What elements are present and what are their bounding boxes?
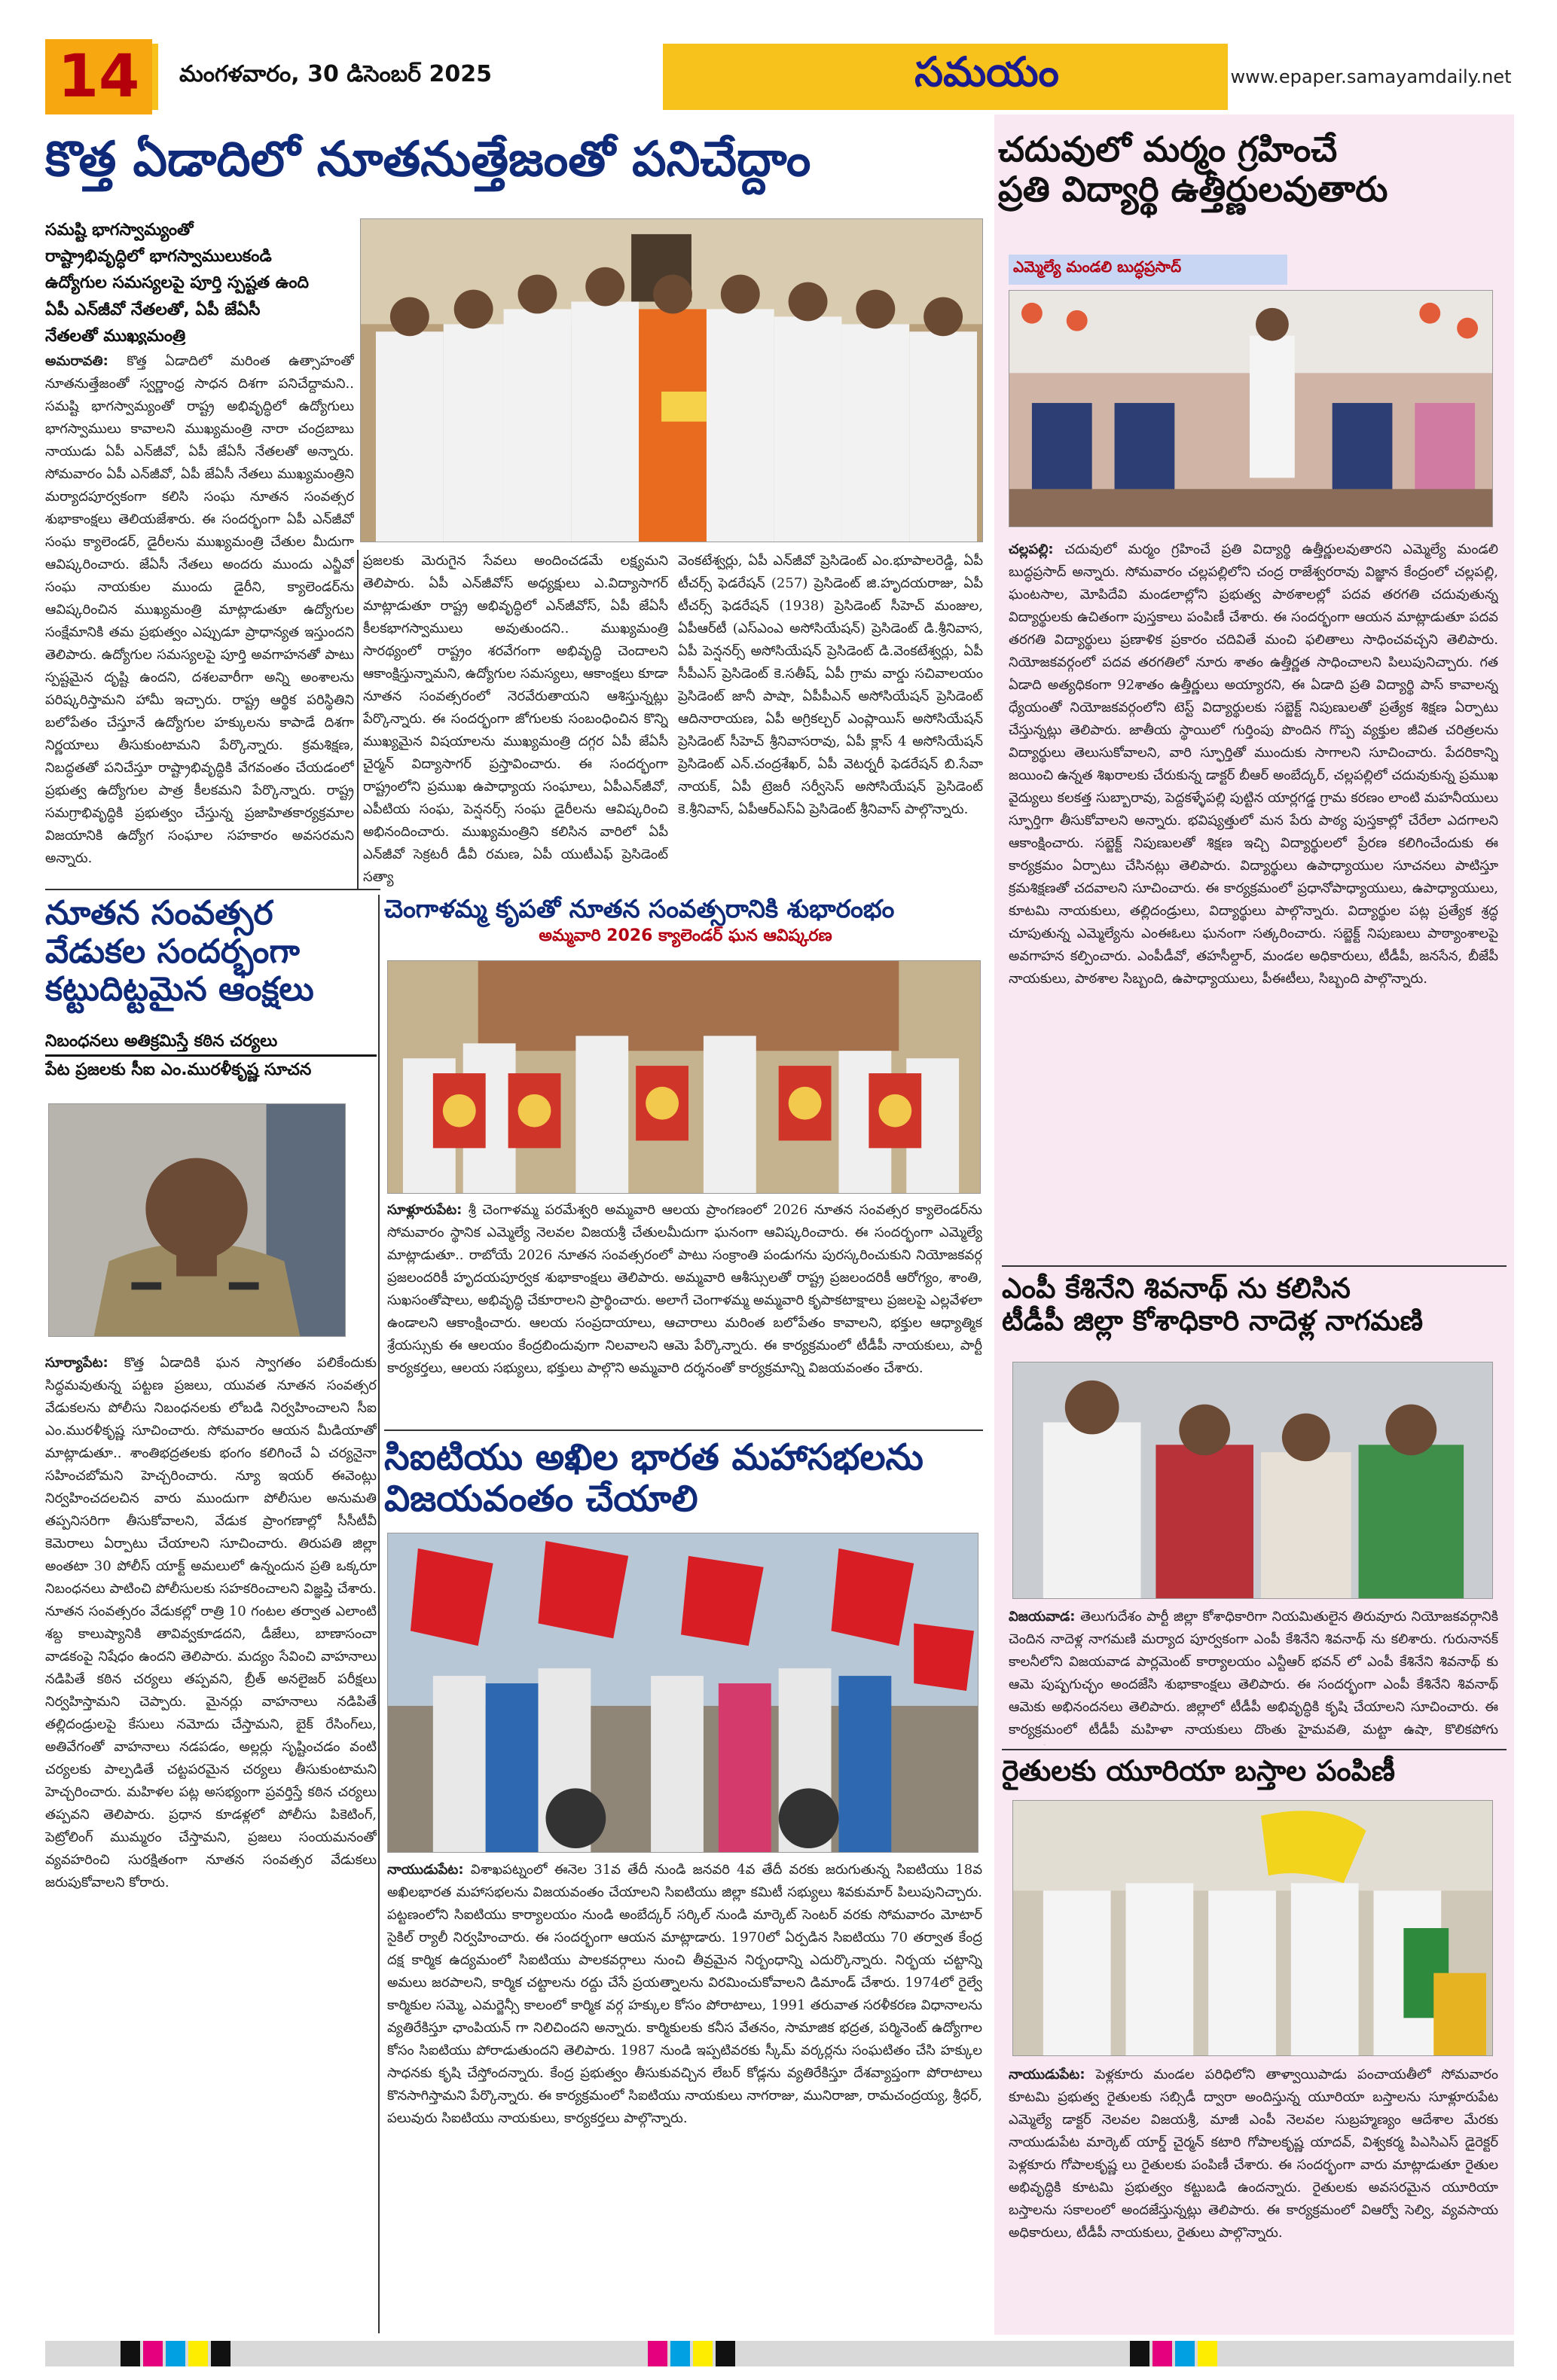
main-subhead-1: సమష్టి భాగస్వామ్యంతో bbox=[45, 221, 194, 240]
newyear-dateline: సూర్యాపేట: bbox=[45, 1355, 108, 1371]
tdp-headline-1: ఎంపీ కేశినేని శివనాథ్ ను కలిసిన bbox=[1002, 1273, 1351, 1304]
issue-date: మంగళవారం, 30 డిసెంబర్ 2025 bbox=[158, 44, 663, 110]
newyear-headline-3: కట్టుదిట్టమైన ఆంక్షలు bbox=[45, 970, 314, 1009]
changalamma-headline-block bbox=[384, 895, 987, 955]
education-subhead: ఎమ్మెల్యే మండలి బుద్ధప్రసాద్ bbox=[1013, 258, 1182, 276]
urea-body-text: పెళ్లకూరు మండల పరిధిలోని తాళ్వాయిపాడు పంచాయతీలో సోమవారం కూటమి ప్రభుత్వ రైతులకు సబ్సిడీ ద్వారా అందిస్తున్న యూరియా బస్తాలను సూళ్లూరుపేట ఎమ్మెల్యే డాక్టర్ నెలవల విజయశ్రీ, మాజీ ఎంపీ నెలవల సుబ్రహ్మణ్యం ఆదేశాల మేరకు నాయుడుపేట మార్కెట్ యార్డ్ చైర్మన్ కటారి గోపాలకృష్ణ యాదవ్, విశ్వకర్మ పిఎసిఎస్ డైరెక్టర్ పెళ్లకూరు గోపాలకృష్ణ లు రైతులకు పంపిణీ చేశారు. ఈ సందర్భంగా వారు మాట్లాడుతూ రైతుల అభివృద్ధికి కూటమి ప్రభుత్వం కట్టుబడి ఉందన్నారు. రైతులకు అవసరమైన యూరియా బస్తాలను సకాలంలో అందజేస్తున్నట్లు తెలిపారు. ఈ కార్యక్రమంలో విఆర్వో సెల్వి, వ్యవసాయ అధికారులు, టీడీపీ నాయకులు, రైతులు పాల్గొన్నారు. bbox=[1009, 2067, 1498, 2241]
color-swatch bbox=[1175, 2341, 1195, 2366]
main-subhead-5: నేతలతో ముఖ్యమంత్రి bbox=[45, 326, 186, 345]
color-swatch bbox=[1130, 2341, 1149, 2366]
urea-headline: రైతులకు యూరియా బస్తాల పంపిణీ bbox=[1002, 1755, 1396, 1787]
education-dateline: చల్లపల్లి: bbox=[1009, 542, 1054, 557]
masthead-logo: సమయం bbox=[914, 47, 1059, 96]
color-swatch bbox=[121, 2341, 140, 2366]
section-divider bbox=[1002, 1749, 1507, 1750]
section-divider bbox=[45, 889, 380, 890]
tdp-body bbox=[1009, 1606, 1498, 1745]
education-body bbox=[1009, 539, 1498, 1262]
page-number: 14 bbox=[45, 39, 152, 114]
main-photo-cm-meeting bbox=[360, 218, 983, 542]
color-swatch bbox=[693, 2341, 713, 2366]
tdp-headline-block bbox=[1002, 1273, 1510, 1356]
tdp-body-text: తెలుగుదేశం పార్టీ జిల్లా కోశాధికారిగా నియమితులైన తిరువూరు నియోజకవర్గానికి చెందిన నాదెళ్ల నాగమణి మర్యాద పూర్వకంగా ఎంపీ కేశినేని శివనాథ్ ను కలిశారు. గురునానక్ కాలనీలోని విజయవాడ పార్లమెంట్ కార్యాలయం ఎన్టీఆర్ భవన్ లో ఎంపీ కేశినేని శివనాథ్ కు ఆమె పుష్పగుచ్ఛం అందజేసి శుభాకాంక్షలు తెలిపారు. ఈ సందర్భంగా ఎంపీ కేశినేని శివనాథ్ ఆమెకు అభినందనలు తెలిపారు. జిల్లాలో టీడీపీ అభివృద్ధికి కృషి చేయాలని సూచించారు. ఈ కార్యక్రమంలో టీడీపీ మహిళా నాయకులు దొంతు హైమవతి, మట్టా ఉషా, కొలికపోగు bbox=[1009, 1609, 1498, 1738]
color-swatch bbox=[670, 2341, 690, 2366]
section-divider bbox=[384, 1430, 983, 1431]
newyear-headline-1: నూతన సంవత్సర bbox=[45, 895, 273, 932]
main-subheads bbox=[45, 217, 354, 345]
newyear-subheads bbox=[45, 1028, 377, 1088]
changalamma-dateline: సూళ్లూరుపేట: bbox=[387, 1202, 463, 1218]
main-subhead-3: ఉద్యోగుల సమస్యలపై పూర్తి స్పష్టత ఉంది bbox=[45, 273, 310, 293]
education-headline-2: ప్రతి విద్యార్థి ఉత్తీర్ణులవుతారు bbox=[998, 168, 1388, 209]
education-headline-block bbox=[998, 130, 1510, 254]
citu-body-text: విశాఖపట్నంలో ఈనెల 31వ తేదీ నుండి జనవరి 4వ తేదీ వరకు జరుగుతున్న సిఐటియు 18వ అఖిలభారత మహాసభలను విజయవంతం చేయాలని సిఐటియు జిల్లా కమిటీ సభ్యులు శివకుమార్ పిలుపునిచ్చారు. పట్టణంలోని సిఐటియు కార్యాలయం నుండి అంబేద్కర్ సర్కిల్ నుండి మార్కెట్ సెంటర్ వరకు సోమవారం మోటార్ సైకిల్ ర్యాలీ నిర్వహించారు. ఈ సందర్భంగా ఆయన మాట్లాడారు. 1970లో ఏర్పడిన సిఐటియు 70 తర్వాత కేంద్ర దక్ష కార్మిక ఉద్యమంలో సిఐటియు పాలకవర్గాలు నుంచి తీవ్రమైన నిర్బంధాన్ని ఎదుర్కొన్నారు. నిర్భయ చట్టాన్ని అమలు జరపాలని, కార్మిక చట్టాలను రద్దు చేసే ప్రయత్నాలను విరమించుకోవాలని డిమాండ్ చేశారు. 1974లో రైల్వే కార్మికుల సమ్మె, ఎమర్జెన్సీ కాలంలో కార్మిక వర్గ హక్కుల కోసం పోరాటాలు, 1991 తరువాత సరళీకరణ విధానాలను వ్యతిరేకిస్తూ ఛాంపియన్ గా నిలిచిందని అన్నారు. కార్మికులకు కనీస వేతనం, సామాజిక భద్రత, పర్మినెంట్ ఉద్యోగాల కోసం సిఐటియు పోరాడుతుందని తెలిపారు. 1987 నుండి ఇప్పటివరకు స్కీమ్ వర్కర్లను సంఘటితం చేసి హక్కుల సాధనకు కృషి చేస్తోందన్నారు. కేంద్ర ప్రభుత్వం తీసుకువచ్చిన లేబర్ కోడ్లను వ్యతిరేకిస్తూ దేశవ్యాప్తంగా పోరాటాలు కొనసాగిస్తామని పేర్కొన్నారు. ఈ కార్యక్రమంలో సిఐటియు నాయకులు నాగరాజు, మునిరాజా, రామచంద్రయ్య, శ్రీధర్, పలువురు సిఐటియు నాయకులు, కార్యకర్తలు పాల్గొన్నారు. bbox=[387, 1862, 982, 2126]
newyear-headline-2: వేడుకల సందర్భంగా bbox=[45, 932, 300, 971]
newyear-body-text: కొత్త ఏడాదికి ఘన స్వాగతం పలికేందుకు సిద్ధమవుతున్న పట్టణ ప్రజలు, యువత నూతన సంవత్సర వేడుకలను పోలీసు నిబంధనలకు లోబడి నిర్వహించాలని సీఐ ఎం.మురళీకృష్ణ సూచించారు. సోమవారం ఆయన మీడియాతో మాట్లాడుతూ.. శాంతిభద్రతలకు భంగం కలిగించే ఏ చర్యనైనా సహించబోమని హెచ్చరించారు. న్యూ ఇయర్ ఈవెంట్లు నిర్వహించదలచిన వారు ముందుగా పోలీసుల అనుమతి తప్పనిసరిగా తీసుకోవాలని, వేడుక ప్రాంగణాల్లో సీసీటీవీ కెమెరాలు ఏర్పాటు చేయాలని సూచించారు. తిరుపతి జిల్లా అంతటా 30 పోలీస్ యాక్ట్ అమలులో ఉన్నందున ప్రతి ఒక్కరూ నిబంధనలు పాటించి పోలీసులకు సహకరించాలని విజ్ఞప్తి చేశారు. నూతన సంవత్సరం వేడుకల్లో రాత్రి 10 గంటల తర్వాత ఎలాంటి శబ్ద కాలుష్యానికి తావివ్వకూడదని, డీజేలు, బాణాసంచా వాడకంపై నిషేధం ఉందని తెలిపారు. మద్యం సేవించి వాహనాలు నడిపితే కఠిన చర్యలు తప్పవని, బ్రీత్ అనలైజర్ పరీక్షలు నిర్వహిస్తామని చెప్పారు. మైనర్లు వాహనాలు నడిపితే తల్లిదండ్రులపై కేసులు నమోదు చేస్తామని, బైక్ రేసింగ్‌లు, అతివేగంతో వాహనాలు నడపడం, అల్లర్లు సృష్టించడం వంటి చర్యలకు పాల్పడితే చట్టపరమైన చర్యలు తీసుకుంటామని హెచ్చరించారు. మహిళల పట్ల అసభ్యంగా ప్రవర్తిస్తే కఠిన చర్యలు తప్పవని తెలిపారు. ప్రధాన కూడళ్లలో పోలీసు పికెటింగ్, పెట్రోలింగ్ ముమ్మరం చేస్తామని, ప్రజలు సంయమనంతో వ్యవహరించి సురక్షితంగా నూతన సంవత్సర వేడుకలు జరుపుకోవాలని కోరారు. bbox=[45, 1355, 377, 1890]
color-swatch bbox=[1152, 2341, 1172, 2366]
main-subhead-2: రాష్ట్రాభివృద్ధిలో భాగస్వాములుకండి bbox=[45, 247, 272, 267]
main-body-col2 bbox=[363, 550, 668, 889]
main-body-col3 bbox=[678, 550, 983, 889]
urea-dateline: నాయుడుపేట: bbox=[1009, 2067, 1085, 2082]
epaper-url[interactable]: www.epaper.samayamdaily.net bbox=[1228, 44, 1514, 110]
color-swatch bbox=[143, 2341, 163, 2366]
main-subhead-4: ఏపీ ఎన్‌జీవో నేతలతో, ఏపీ జేఏసీ bbox=[45, 300, 261, 319]
color-swatch bbox=[211, 2341, 230, 2366]
main-dateline: అమరావతి: bbox=[45, 353, 108, 369]
education-photo-stage bbox=[1009, 290, 1493, 527]
changalamma-photo-calendar bbox=[387, 960, 981, 1194]
tdp-dateline: విజయవాడ: bbox=[1009, 1609, 1076, 1625]
citu-headline-2: విజయవంతం చేయాలి bbox=[384, 1478, 698, 1521]
main-headline: కొత్త ఏడాదిలో నూతనుత్తేజంతో పనిచేద్దాం bbox=[45, 133, 811, 188]
tdp-photo-meeting bbox=[1012, 1362, 1493, 1599]
citu-headline-1: సిఐటియు అఖిల భారత మహాసభలను bbox=[384, 1437, 924, 1478]
col-divider bbox=[357, 550, 359, 889]
citu-body bbox=[387, 1859, 982, 2335]
color-swatch bbox=[166, 2341, 185, 2366]
main-body-text-1: కొత్త ఏడాదిలో మరింత ఉత్సాహంతో నూతనుత్తేజంతో స్వర్ణాంధ్ర సాధన దిశగా పనిచేద్దామని.. సమష్టి భాగస్వామ్యంతో రాష్ట్ర అభివృద్ధిలో ఉద్యోగులు భాగస్వాములు కావాలని ముఖ్యమంత్రి నారా చంద్రబాబు నాయుడు ఏపీ ఎన్‌జీవో, ఏపీ జేఏసీ నేతలతో అన్నారు. సోమవారం ఏపీ ఎన్‌జీవో, ఏపీ జేఏసీ నేతలు ముఖ్యమంత్రిని మర్యాదపూర్వకంగా కలిసి సంఘ నూతన సంవత్సర శుభాకాంక్షలు తెలియజేశారు. ఈ సందర్భంగా ఏపీ ఎన్‌జీవో సంఘ క్యాలెండర్, డైరీలను ముఖ్యమంత్రి చేతుల మీదుగా ఆవిష్కరించారు. జేఏసీ నేతలు అందరు ముందు ఎన్జీవో సంఘ నాయకుల ముందు డైరీని, క్యాలెండర్‌ను ఆవిష్కరించిన ముఖ్యమంత్రి మాట్లాడుతూ ఉద్యోగుల సంక్షేమానికి తమ ప్రభుత్వం ఎప్పుడూ ప్రాధాన్యత ఇస్తుందని తెలిపారు. ఉద్యోగుల సమస్యలపై పూర్తి అవగాహనతో పాటు స్పష్టమైన దృష్టి ఉందని, దశలవారీగా అన్ని అంశాలను పరిష్కరిస్తామని హామీ ఇచ్చారు. రాష్ట్ర ఆర్థిక పరిస్థితిని బలోపేతం చేస్తూనే ఉద్యోగుల హక్కులను కాపాడే దిశగా నిర్ణయాలు తీసుకుంటామని పేర్కొన్నారు. క్రమశిక్షణ, నిబద్ధతతో పనిచేస్తూ రాష్ట్రాభివృద్ధికి వేగవంతం చేయడంలో ప్రభుత్వ ఉద్యోగుల పాత్ర కీలకమని పేర్కొన్నారు. రాష్ట్ర సమగ్రాభివృద్ధికి ప్రభుత్వం చేస్తున్న ప్రజాహితకార్యక్రమాల విజయానికి ఉద్యోగ సంఘాల సహకారం అవసరమని అన్నారు. bbox=[45, 353, 354, 866]
education-body-text: చదువులో మర్మం గ్రహించే ప్రతి విద్యార్థి ఉత్తీర్ణులవుతారని ఎమ్మెల్యే మండలి బుద్ధప్రసాద్ అన్నారు. సోమవారం చల్లపల్లిలోని చంద్ర రాజేశ్వరరావు విజ్ఞాన కేంద్రంలో చల్లపల్లి, ఘంటసాల, మోపిదేవి మండలాల్లోని ప్రభుత్వ పాఠశాలల్లో పదవ తరగతి చదువుతున్న విద్యార్థులకు ఉచితంగా పుస్తకాలు పంపిణీ చేశారు. ఈ సందర్భంగా ఆయన మాట్లాడుతూ పదవ తరగతి విద్యార్థులు ప్రణాళిక ప్రకారం చదివితే మంచి ఫలితాలు సాధించవచ్చని తెలిపారు. నియోజకవర్గంలో పదవ తరగతిలో నూరు శాతం ఉత్తీర్ణత సాధించాలని పిలుపునిచ్చారు. గత ఏడాది అత్యధికంగా 92శాతం ఉత్తీర్ణులు అయ్యారని, ఈ ఏడాది ప్రతి విద్యార్థి పాస్ కావాలన్న ధ్యేయంతో నియోజకవర్గంలోని టెస్ట్ విద్యార్థులకు సబ్జెక్ట్ నిపుణులతో ప్రత్యేక శిక్షణ ఏర్పాటు చేస్తున్నట్లు తెలిపారు. జాతీయ స్థాయిలో గుర్తింపు పొందిన గొప్ప వ్యక్తుల జీవిత చరిత్రలను విద్యార్థులు తెలుసుకోవాలని, వారి స్ఫూర్తితో ముందుకు సాగాలని సూచించారు. పేదరికాన్ని జయించి ఉన్నత శిఖరాలకు చేరుకున్న డాక్టర్ బీఆర్ అంబేద్కర్, చల్లపల్లిలో చదువుకున్న ప్రముఖ వైద్యులు కలకత్త సుబ్బారావు, పెద్దకళ్ళేపల్లి పుట్టిన యార్లగడ్డ గ్రామ కరణం లాంటి మహనీయులు స్ఫూర్తిగా తీసుకోవాలని అన్నారు. భవిష్యత్తులో మన పేరు పాఠ్య పుస్తకాల్లో చేరేలా ఎదగాలని ఆకాంక్షించారు. సబ్జెక్ట్ నిపుణులతో శిక్షణ ఇచ్చి విద్యార్థులలో ప్రేరణ కలిగించేందుకు ఈ కార్యక్రమం ఏర్పాటు చేసినట్లు తెలిపారు. విద్యార్థులు ఉపాధ్యాయుల సూచనలు పాటిస్తూ క్రమశిక్షణతో చదవాలని సూచించారు. ఈ కార్యక్రమంలో ప్రధానోపాధ్యాయులు, ఉపాధ్యాయులు, కూటమి నాయకులు, తల్లిదండ్రులు, విద్యార్థులు పాల్గొన్నారు. విద్యార్థుల పట్ల ప్రత్యేక శ్రద్ధ చూపుతున్న ఎమ్మెల్యేను ఎంఈఓలు ఘనంగా సత్కరించారు. సబ్జెక్ట్ నిపుణులు పాఠ్యాంశాలపై అవగాహన కల్పించారు. ఎంపీడీవో, తహసీల్దార్, మండల అధికారులు, టీడీపీ, జనసేన, బీజేపీ నాయకులు, పాఠశాల సిబ్బంది, ఉపాధ్యాయులు, పీఈటీలు, సిబ్బంది పాల్గొన్నారు. bbox=[1009, 542, 1498, 987]
color-registration-bar bbox=[45, 2341, 1514, 2366]
changalamma-subhead: అమ్మవారి 2026 క్యాలెండర్ ఘన ఆవిష్కరణ bbox=[539, 926, 832, 945]
citu-dateline: నాయుడుపేట: bbox=[387, 1862, 464, 1878]
education-headline-1: చదువులో మర్మం గ్రహించే bbox=[998, 130, 1338, 169]
newyear-photo-ci bbox=[48, 1103, 346, 1337]
citu-photo-rally bbox=[387, 1533, 978, 1853]
changalamma-body bbox=[387, 1199, 982, 1425]
urea-photo-distribution bbox=[1012, 1800, 1493, 2056]
citu-headline-block bbox=[384, 1437, 983, 1527]
urea-body bbox=[1009, 2064, 1498, 2331]
main-headline-block bbox=[45, 133, 983, 208]
main-body-text-3: వెంకటేశ్వర్లు, ఏపీ ఎన్‌జీవో ప్రెసిడెంట్ ఎం.భూపాలరెడ్డి, ఏపీ టీచర్స్ ఫెడరేషన్ (257) ప్రెసిడెంట్ జి.హృదయరాజు, ఏపీ టీచర్స్ ఫెడరేషన్ (1938) ప్రెసిడెంట్ సీహెచ్ మంజుల, ఏపీఆర్‌టీ (ఎస్‌ఎంఎ అసోసియేషన్) ప్రెసిడెంట్ డి.శ్రీనివాస, ఏపీ పెన్షనర్స్ అసోసియేషన్ ప్రెసిడెంట్ డి.వెంకటేశ్వర్లు, ఏపీ సీపీఎస్ ప్రెసిడెంట్ కె.సతీష్, ఏపీ గ్రామ వార్డు సచివాలయం ప్రెసిడెంట్ జానీ పాషా, ఏపీపీఎన్ అసోసియేషన్ ప్రెసిడెంట్ ఆదినారాయణ, ఏపీ అగ్రికల్చర్ ఎంప్లాయిస్ అసోసియేషన్ ప్రెసిడెంట్ సీహెచ్ శ్రీనివాసరావు, ఏపీ క్లాస్ 4 అసోసియేషన్ ప్రెసిడెంట్ ఎన్.చంద్రశేఖర్, ఏపీ వెటర్నరీ ఫెడరేషన్ బి.సేవా నాయక్, ఏపీ ట్రెజరీ సర్వీసెస్ అసోసియేషన్ ప్రెసిడెంట్ కె.శ్రీనివాస్, ఏపీఆర్‌ఎస్‌ఏ ప్రెసిడెంట్ శ్రీనివాస్ పాల్గొన్నారు. bbox=[678, 553, 983, 817]
color-swatch bbox=[716, 2341, 735, 2366]
col-divider bbox=[378, 895, 380, 2333]
urea-headline-block bbox=[1002, 1755, 1510, 1800]
color-swatch bbox=[188, 2341, 208, 2366]
color-swatch bbox=[1198, 2341, 1217, 2366]
main-body-text-2: ప్రజలకు మెరుగైన సేవలు అందించడమే లక్ష్యమని తెలిపారు. ఏపీ ఎన్‌జీవోస్ అధ్యక్షులు ఎ.విద్యాసాగర్ మాట్లాడుతూ రాష్ట్ర అభివృద్ధిలో ఎన్‌జీవోస్, ఏపీ జేఏసీ కీలకభాగస్వాములు అవుతుందని.. ముఖ్యమంత్రి సారథ్యంలో రాష్ట్రం శరవేగంగా అభివృద్ధి చెందాలని ఆకాంక్షిస్తున్నామని, ఉద్యోగుల సమస్యలు, ఆకాంక్షలు కూడా నూతన సంవత్సరంలో నెరవేరుతాయని ఆశిస్తున్నట్లు పేర్కొన్నారు. ఈ సందర్భంగా జోగులకు సంబంధించిన కొన్ని ముఖ్యమైన విషయాలను ముఖ్యమంత్రి దగ్గర ఏపీ జేఏసీ చైర్మన్ విద్యాసాగర్ ప్రస్తావించారు. ఈ సందర్భంగా రాష్ట్రంలోని ప్రముఖ ఉపాధ్యాయ సంఘాలు, ఏపీఎన్‌జీవో, ఎపీటియ సంఘ, పెన్షనర్స్ సంఘ డైరీలను ఆవిష్కరించి అభినందించారు. ముఖ్యమంత్రిని కలిసిన వారిలో ఏపీ ఎన్‌జీవో సెక్రటరీ డీవీ రమణ, ఏపీ యుటీఎఫ్ ప్రెసిడెంట్ సత్యా bbox=[363, 553, 668, 885]
newyear-subhead-1: నిబంధనలు అతిక్రమిస్తే కఠిన చర్యలు bbox=[45, 1028, 377, 1057]
newyear-subhead-2: పేట ప్రజలకు సీఐ ఎం.మురళీకృష్ణ సూచన bbox=[45, 1060, 312, 1080]
section-divider bbox=[1002, 1265, 1507, 1267]
tdp-headline-2: టీడీపీ జిల్లా కోశాధికారి నాదెళ్ల నాగమణి bbox=[1002, 1304, 1424, 1337]
changalamma-body-text: శ్రీ చెంగాళమ్మ పరమేశ్వరి అమ్మవారి ఆలయ ప్రాంగణంలో 2026 నూతన సంవత్సర క్యాలెండర్‌ను సోమవారం స్థానిక ఎమ్మెల్యే నెలవల విజయశ్రీ చేతులమీదుగా ఘనంగా ఆవిష్కరించారు. ఈ సందర్భంగా ఎమ్మెల్యే మాట్లాడుతూ.. రాబోయే 2026 నూతన సంవత్సరంలో పాటు సంక్రాంతి పండుగను పురస్కరించుకుని నియోజకవర్గ ప్రజలందరికీ హృదయపూర్వక శుభాకాంక్షలు తెలిపారు. అమ్మవారి ఆశీస్సులతో రాష్ట్ర ప్రజలందరికీ ఆరోగ్యం, శాంతి, సుఖసంతోషాలు, అభివృద్ధి చేకూరాలని ప్రార్థించారు. అలాగే చెంగాళమ్మ అమ్మవారి కృపాకటాక్షాలు ప్రజలపై ఎల్లవేళలా ఉండాలని ఆకాంక్షించారు. ఆలయ సంప్రదాయాలు, ఆచారాలు మరింత బలోపేతం కావాలని, భక్తుల ఆధ్యాత్మిక శ్రేయస్సుకు ఈ ఆలయం కేంద్రబిందువుగా నిలవాలని ఆమె పేర్కొన్నారు. ఈ కార్యక్రమంలో టీడీపీ నాయకులు, పార్టీ కార్యకర్తలు, ఆలయ సభ్యులు, భక్తులు పాల్గొని అమ్మవారి దర్శనంతో కార్యక్రమాన్ని విజయవంతం చేశారు. bbox=[387, 1202, 982, 1376]
changalamma-headline: చెంగాళమ్మ కృపతో నూతన సంవత్సరానికి శుభారంభం bbox=[384, 895, 895, 923]
color-swatch bbox=[648, 2341, 667, 2366]
newyear-body bbox=[45, 1352, 377, 2335]
